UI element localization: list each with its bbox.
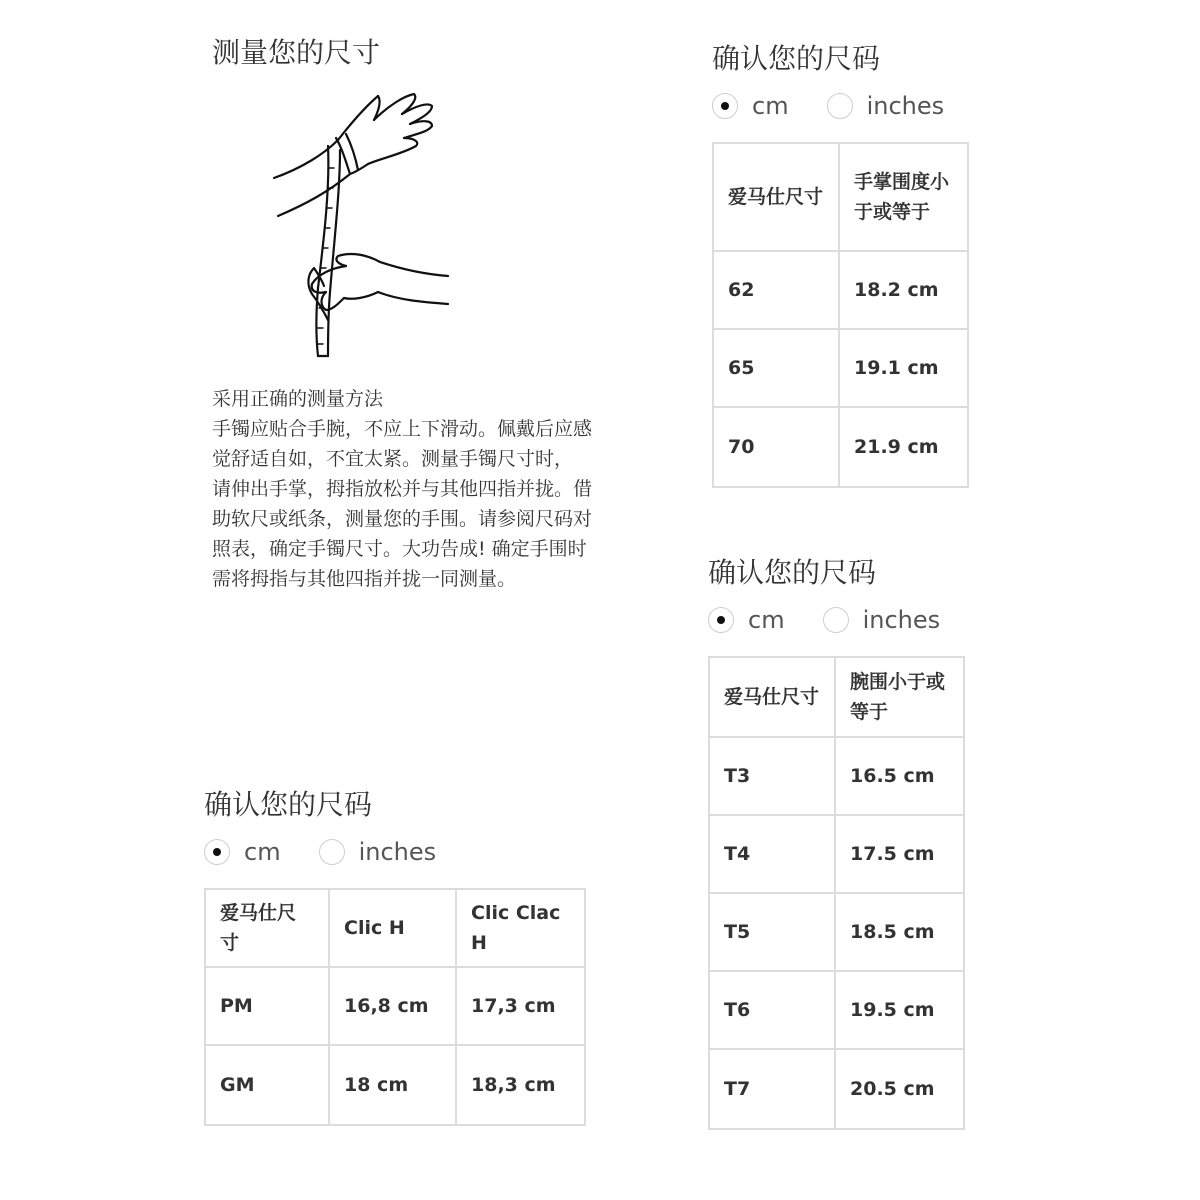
table-cell: 16,8 cm [329,967,456,1045]
table-header-row [709,657,964,737]
table-cell: PM [205,967,329,1045]
table-header-row [713,143,968,251]
clic-cm-radio[interactable] [204,839,230,865]
table-cell: T3 [709,737,835,815]
clic-unit-selector [204,838,474,866]
table-cell: 19.1 cm [839,329,968,407]
measure-title: 测量您的尺寸 [212,36,381,69]
table-row [709,971,964,1049]
palm-cm-radio[interactable] [712,93,738,119]
table-cell: T7 [709,1049,835,1129]
measure-method-text: 手镯应贴合手腕，不应上下滑动。佩戴后应感觉舒适自如，不宜太紧。测量手镯尺寸时， 请伸出手掌，拇指放松并与其他四指并拢。借助软尺或纸条，测量您的手围。请参阅尺码对照表，确定手镯尺寸。大功告成! 确定手围时需将拇指与其他四指并拢一同测量。 [212,418,593,590]
table-row [709,815,964,893]
hand-measuring-tape-icon [262,88,458,368]
table-header-cell: Clic Clac H [456,889,585,967]
measure-instructions [212,384,598,594]
clic-inches-label[interactable]: inches [358,838,437,866]
table-row [713,407,968,487]
table-cell: 18 cm [329,1045,456,1125]
clic-size-title: 确认您的尺码 [204,788,373,821]
table-row [713,251,968,329]
table-row [709,893,964,971]
wrist-size-table [708,656,965,1130]
table-cell: 18.5 cm [835,893,964,971]
table-cell: T6 [709,971,835,1049]
table-row [713,329,968,407]
table-cell: 18.2 cm [839,251,968,329]
table-header-cell: 腕围小于或等于 [835,657,964,737]
palm-unit-selector [712,92,982,120]
palm-cm-label[interactable]: cm [752,92,789,120]
measure-method-title: 采用正确的测量方法 [212,388,384,410]
table-header-cell: 爱马仕尺寸 [709,657,835,737]
table-cell: 62 [713,251,839,329]
clic-cm-label[interactable]: cm [244,838,281,866]
table-cell: 65 [713,329,839,407]
table-cell: 17.5 cm [835,815,964,893]
palm-inches-radio[interactable] [827,93,853,119]
table-row [709,1049,964,1129]
table-cell: 20.5 cm [835,1049,964,1129]
table-header-cell: 手掌围度小于或等于 [839,143,968,251]
clic-inches-radio[interactable] [319,839,345,865]
clic-size-table [204,888,586,1126]
table-cell: T5 [709,893,835,971]
table-cell: 18,3 cm [456,1045,585,1125]
table-cell: 19.5 cm [835,971,964,1049]
wrist-unit-selector [708,606,978,634]
table-row [709,737,964,815]
table-cell: 70 [713,407,839,487]
table-header-cell: Clic H [329,889,456,967]
wrist-cm-radio[interactable] [708,607,734,633]
wrist-cm-label[interactable]: cm [748,606,785,634]
palm-size-table [712,142,969,488]
table-header-row [205,889,585,967]
table-cell: T4 [709,815,835,893]
table-row [205,967,585,1045]
palm-size-title: 确认您的尺码 [712,42,881,75]
table-cell: 16.5 cm [835,737,964,815]
table-cell: 21.9 cm [839,407,968,487]
table-cell: 17,3 cm [456,967,585,1045]
wrist-inches-label[interactable]: inches [862,606,941,634]
table-cell: GM [205,1045,329,1125]
wrist-inches-radio[interactable] [823,607,849,633]
palm-inches-label[interactable]: inches [866,92,945,120]
table-header-cell: 爱马仕尺寸 [205,889,329,967]
table-header-cell: 爱马仕尺寸 [713,143,839,251]
wrist-size-title: 确认您的尺码 [708,556,877,589]
table-row [205,1045,585,1125]
